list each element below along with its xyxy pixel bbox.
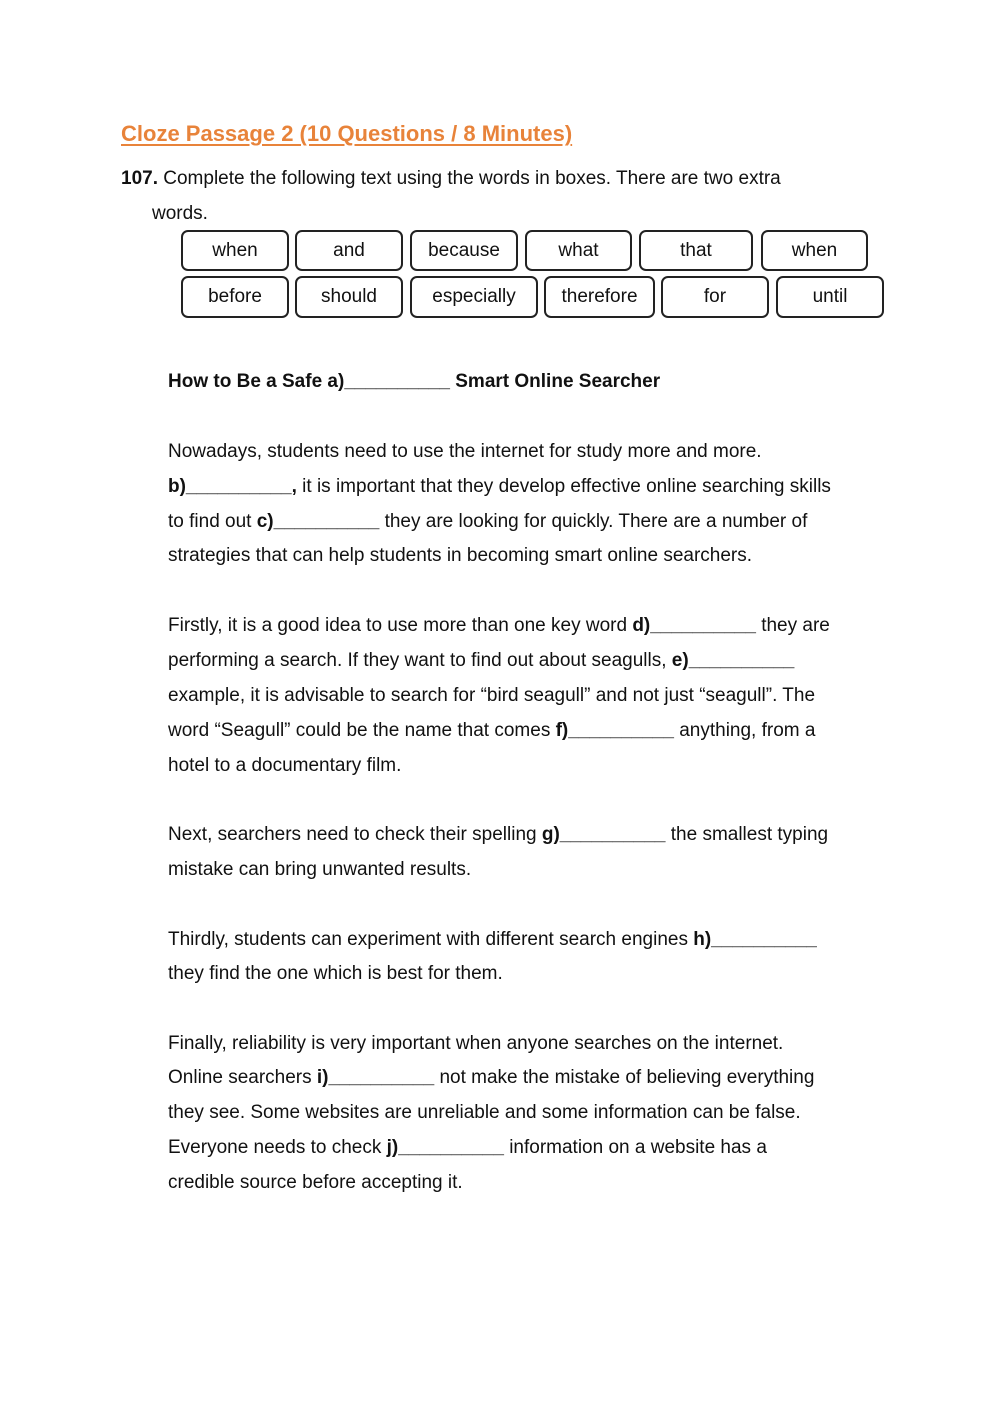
blank: j)__________ <box>386 1137 504 1158</box>
text: information on a website has a <box>503 1137 767 1158</box>
word-box: when <box>181 230 289 271</box>
passage-line <box>168 1067 814 1089</box>
word-box: should <box>295 276 403 318</box>
blank: g)__________ <box>541 824 666 845</box>
passage-heading <box>168 371 660 393</box>
passage-line <box>168 511 807 533</box>
text: hotel to a documentary film. <box>168 755 402 776</box>
text: mistake can bring unwanted results. <box>168 859 472 880</box>
instruction-continuation: words. <box>152 203 208 224</box>
text: Thirdly, students can experiment with different search engines <box>168 929 694 950</box>
text: Finally, reliability is very important when anyone searches on the internet. <box>168 1033 784 1054</box>
passage-line <box>168 476 831 498</box>
text: to find out <box>168 511 257 532</box>
instruction <box>121 161 841 231</box>
word-box: therefore <box>544 276 655 318</box>
text: Online searchers <box>168 1067 317 1088</box>
text: anything, from a <box>673 720 816 741</box>
blank: How to Be a Safe a)__________ Smart Online Searcher <box>168 371 661 392</box>
word-box: what <box>525 230 632 271</box>
text: the smallest typing <box>665 824 829 845</box>
passage-line <box>168 824 828 846</box>
text: strategies that can help students in becoming smart online searchers. <box>168 545 753 566</box>
text: they find the one which is best for them. <box>168 963 503 984</box>
text: Firstly, it is a good idea to use more than one key word <box>168 615 633 636</box>
text: credible source before accepting it. <box>168 1172 463 1193</box>
text: Everyone needs to check <box>168 1137 387 1158</box>
text: word “Seagull” could be the name that comes <box>168 720 556 741</box>
blank: b)__________, <box>168 476 297 497</box>
passage-line <box>168 1033 783 1055</box>
text: they are <box>755 615 830 636</box>
word-box: and <box>295 230 403 271</box>
page-title: Cloze Passage 2 (10 Questions / 8 Minutes) <box>121 121 573 146</box>
passage-line <box>168 963 503 985</box>
passage-line <box>168 755 401 777</box>
word-box: especially <box>410 276 538 318</box>
passage-line <box>168 1102 801 1124</box>
passage-line <box>168 859 471 881</box>
word-box: until <box>776 276 884 318</box>
blank: c)__________ <box>256 511 380 532</box>
text: Nowadays, students need to use the internet for study more and more. <box>168 441 762 462</box>
word-box: that <box>639 230 753 271</box>
text: it is important that they develop effective online searching skills <box>296 476 831 497</box>
text: performing a search. If they want to find out about seagulls, <box>168 650 672 671</box>
blank: d)__________ <box>632 615 756 636</box>
passage-line <box>168 1137 767 1159</box>
passage-line <box>168 615 830 637</box>
word-box: for <box>661 276 769 318</box>
text: example, it is advisable to search for “bird seagull” and not just “seagull”. The <box>168 685 816 706</box>
blank: h)__________ <box>693 929 817 950</box>
passage-line <box>168 545 752 567</box>
text: they are looking for quickly. There are a number of <box>379 511 808 532</box>
blank: f)__________ <box>555 720 674 741</box>
word-box: when <box>761 230 868 271</box>
instruction-text: Complete the following text using the words in boxes. There are two extra <box>157 168 781 189</box>
passage-line <box>168 685 815 707</box>
word-box: before <box>181 276 289 318</box>
passage-line <box>168 650 794 672</box>
blank: i)__________ <box>316 1067 435 1088</box>
question-number: 107. <box>121 168 158 189</box>
passage-line <box>168 929 817 951</box>
blank: e)__________ <box>671 650 795 671</box>
passage-line <box>168 720 815 742</box>
passage-line <box>168 1172 463 1194</box>
passage-line <box>168 441 762 463</box>
text: not make the mistake of believing everything <box>434 1067 815 1088</box>
text: Next, searchers need to check their spelling <box>168 824 542 845</box>
word-box: because <box>410 230 518 271</box>
text: they see. Some websites are unreliable and some information can be false. <box>168 1102 801 1123</box>
